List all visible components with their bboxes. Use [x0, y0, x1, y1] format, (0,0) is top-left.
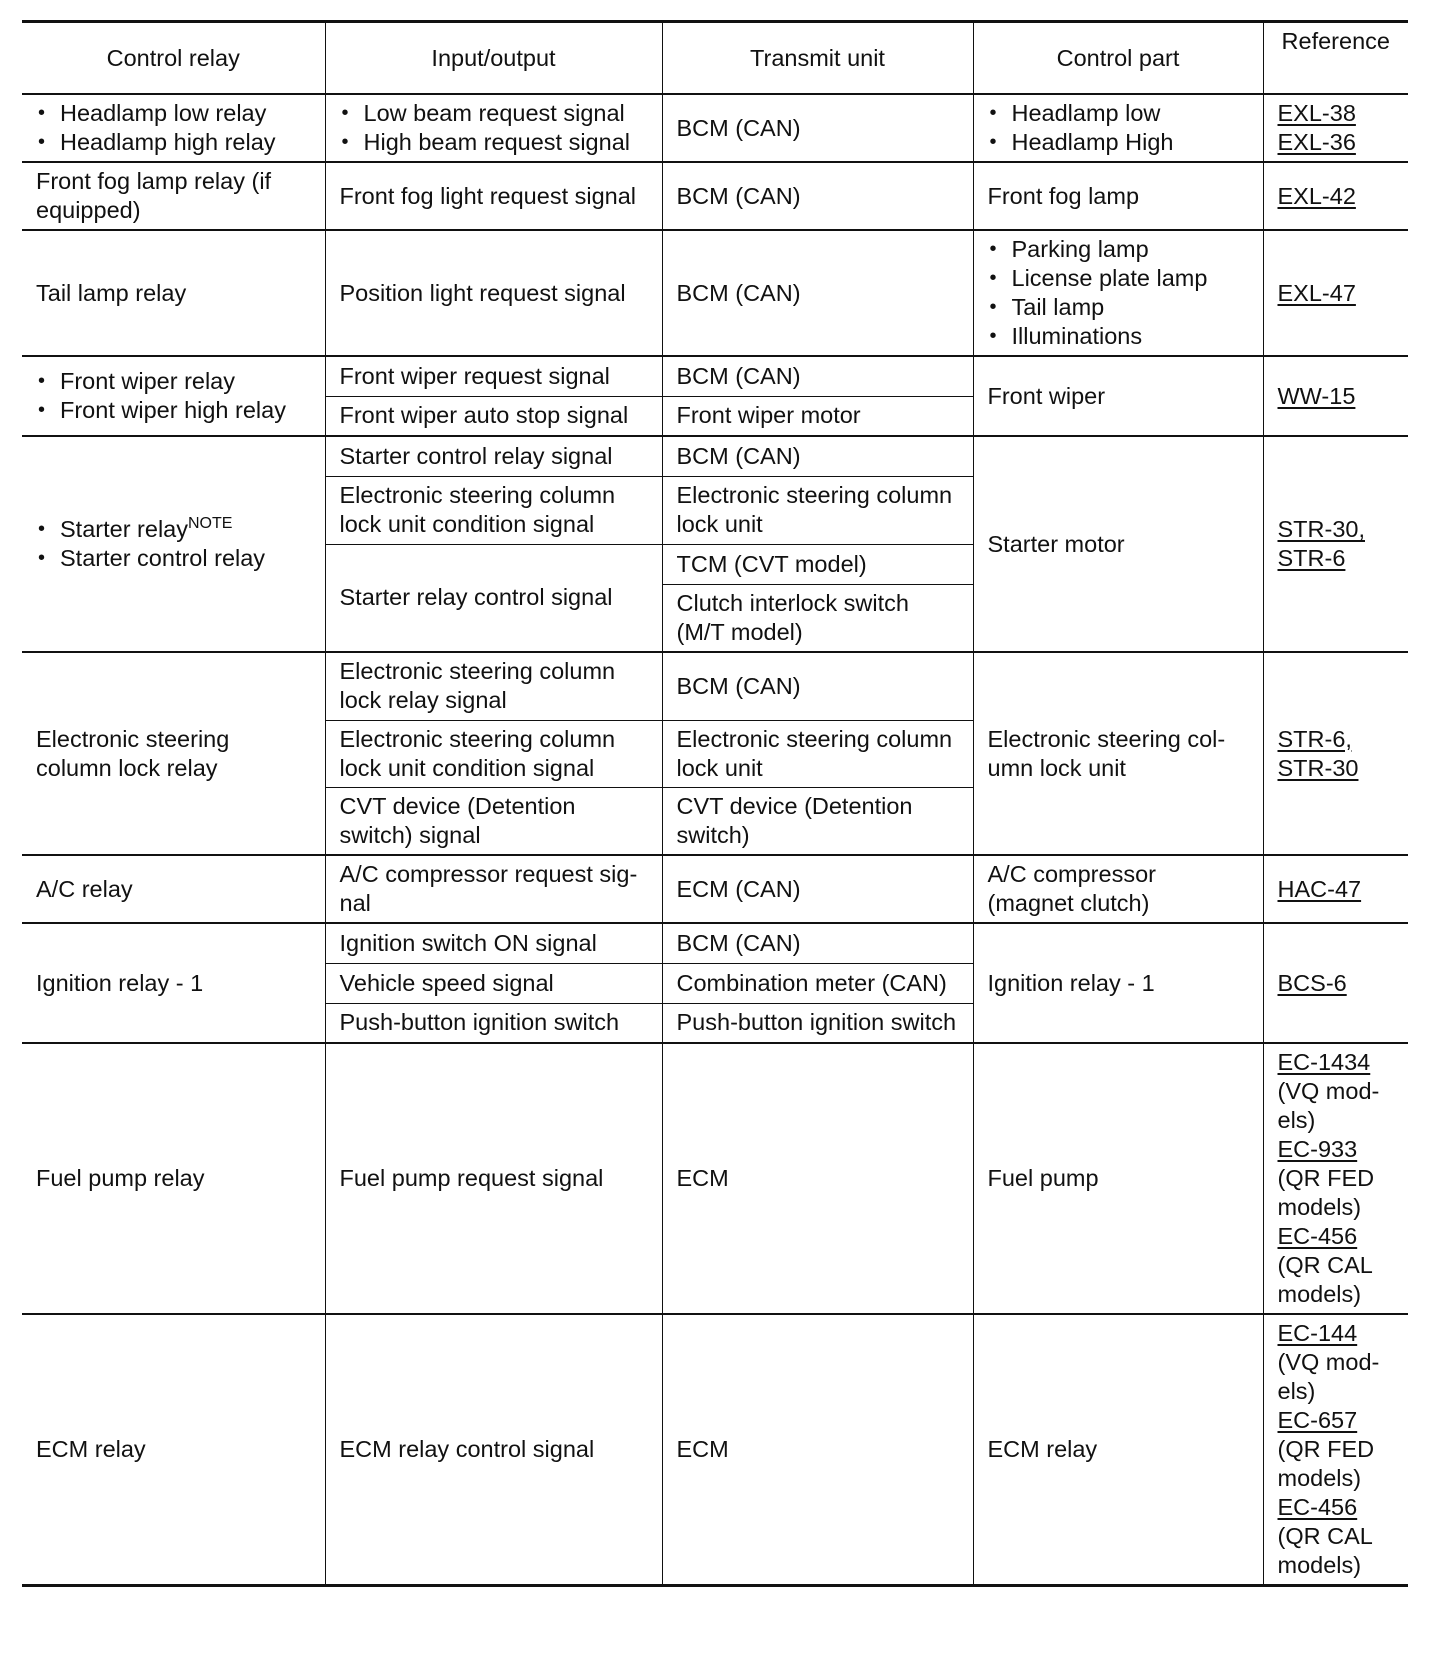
- cell-reference: [1263, 923, 1408, 1043]
- cell-control-part: Fuel pump: [973, 1043, 1263, 1314]
- list-item: • Front wiper high relay: [36, 396, 311, 425]
- list-item: • Front wiper relay: [36, 367, 311, 396]
- header-transmit-unit: Transmit unit: [662, 22, 973, 95]
- cell-control-relay: Front fog lamp relay (if equipped): [22, 162, 325, 230]
- cell-transmit-unit: ECM: [662, 1314, 973, 1586]
- cell-reference: [1263, 436, 1408, 652]
- reference-link[interactable]: EXL-38: [1277, 100, 1356, 126]
- list-item: • Headlamp low: [988, 99, 1249, 128]
- cell-control-relay: Electronic steering column lock relay: [22, 652, 325, 855]
- cell-transmit-unit: ECM: [662, 1043, 973, 1314]
- cell-input-output: Ignition switch ON signal: [325, 923, 662, 963]
- reference-note: (QR FED models): [1277, 1436, 1375, 1491]
- cell-reference: [1263, 855, 1408, 923]
- table-row-front-fog: [22, 162, 1408, 230]
- cell-transmit-unit: ECM (CAN): [662, 855, 973, 923]
- reference-link[interactable]: EC-1434: [1277, 1049, 1371, 1075]
- cell-input-output: Starter relay control signal: [325, 544, 662, 652]
- cell-transmit-unit: Combination meter (CAN): [662, 963, 973, 1003]
- reference-link[interactable]: EXL-47: [1277, 279, 1356, 306]
- cell-reference: [1263, 652, 1408, 855]
- table-row-fuel-pump: [22, 1043, 1408, 1314]
- list-item: • Low beam request signal: [340, 99, 648, 128]
- cell-control-relay: [22, 94, 325, 162]
- cell-control-relay: A/C relay: [22, 855, 325, 923]
- cell-control-part: Starter motor: [973, 436, 1263, 652]
- cell-control-part: Electronic steering col-umn lock unit: [973, 652, 1263, 855]
- reference-link[interactable]: STR-6,: [1277, 725, 1352, 752]
- cell-transmit-unit: CVT device (Detention switch): [662, 787, 973, 855]
- reference-link[interactable]: BCS-6: [1277, 969, 1347, 996]
- list-item: • Illuminations: [988, 322, 1249, 351]
- list-item: • Parking lamp: [988, 235, 1249, 264]
- table-row-steering-lock: [22, 652, 1408, 720]
- cell-input-output: Front wiper auto stop signal: [325, 396, 662, 436]
- cell-transmit-unit: BCM (CAN): [662, 436, 973, 476]
- cell-control-relay: [22, 436, 325, 652]
- cell-reference: [1263, 230, 1408, 356]
- table-row-ignition-relay: [22, 923, 1408, 963]
- cell-transmit-unit: Clutch interlock switch (M/T model): [662, 584, 973, 652]
- header-control-relay: Control relay: [22, 22, 325, 95]
- reference-note: (QR FED models): [1277, 1165, 1375, 1220]
- cell-input-output: CVT device (Detention switch) signal: [325, 787, 662, 855]
- table-header-row: [22, 22, 1408, 95]
- reference-note: (VQ mod-els): [1277, 1349, 1380, 1404]
- cell-control-relay: Ignition relay - 1: [22, 923, 325, 1043]
- list-item: • License plate lamp: [988, 264, 1249, 293]
- reference-link[interactable]: EC-144: [1277, 1320, 1358, 1346]
- reference-note: (VQ mod-els): [1277, 1078, 1380, 1133]
- cell-control-part: ECM relay: [973, 1314, 1263, 1586]
- table-row-ecm-relay: [22, 1314, 1408, 1586]
- reference-link[interactable]: STR-30: [1277, 754, 1359, 781]
- table-row-headlamp: [22, 94, 1408, 162]
- note-superscript: NOTE: [188, 515, 233, 532]
- list-item: • High beam request signal: [340, 128, 648, 157]
- cell-input-output: Electronic steering column lock unit condition signal: [325, 720, 662, 787]
- cell-transmit-unit: Push-button ignition switch: [662, 1003, 973, 1043]
- table-row-tail-lamp: [22, 230, 1408, 356]
- cell-input-output: Vehicle speed signal: [325, 963, 662, 1003]
- cell-input-output: Push-button ignition switch: [325, 1003, 662, 1043]
- cell-control-relay: ECM relay: [22, 1314, 325, 1586]
- cell-input-output: Fuel pump request signal: [325, 1043, 662, 1314]
- cell-input-output: Front wiper request signal: [325, 356, 662, 396]
- cell-transmit-unit: Front wiper motor: [662, 396, 973, 436]
- cell-input-output: ECM relay control signal: [325, 1314, 662, 1586]
- control-relay-table-wrapper: [22, 20, 1408, 1587]
- starter-relay-label: Starter relay: [60, 516, 188, 542]
- cell-transmit-unit: TCM (CVT model): [662, 544, 973, 584]
- list-item: • Headlamp high relay: [36, 128, 311, 157]
- cell-input-output: Front fog light request signal: [325, 162, 662, 230]
- list-item: • Tail lamp: [988, 293, 1249, 322]
- table-row-front-wiper: [22, 356, 1408, 396]
- table-row-starter: [22, 436, 1408, 476]
- cell-transmit-unit: BCM (CAN): [662, 356, 973, 396]
- cell-input-output: Electronic steering column lock unit condition signal: [325, 476, 662, 544]
- reference-link[interactable]: EC-456: [1277, 1494, 1358, 1520]
- cell-transmit-unit: Electronic steering column lock unit: [662, 476, 973, 544]
- header-control-part: Control part: [973, 22, 1263, 95]
- cell-reference: [1263, 356, 1408, 436]
- cell-input-output: Electronic steering column lock relay signal: [325, 652, 662, 720]
- reference-link[interactable]: HAC-47: [1277, 875, 1362, 902]
- list-item: • Headlamp High: [988, 128, 1249, 157]
- cell-reference: [1263, 1043, 1408, 1314]
- cell-input-output: [325, 94, 662, 162]
- reference-link[interactable]: EXL-42: [1277, 182, 1356, 209]
- cell-control-relay: Tail lamp relay: [22, 230, 325, 356]
- cell-reference: [1263, 1314, 1408, 1586]
- cell-transmit-unit: BCM (CAN): [662, 652, 973, 720]
- cell-input-output: Starter control relay signal: [325, 436, 662, 476]
- reference-note: (QR CAL models): [1277, 1523, 1372, 1578]
- reference-link[interactable]: STR-30,: [1277, 516, 1365, 542]
- cell-control-part: [973, 94, 1263, 162]
- reference-link[interactable]: EXL-36: [1277, 129, 1356, 155]
- cell-control-part: Ignition relay - 1: [973, 923, 1263, 1043]
- cell-control-part: [973, 230, 1263, 356]
- header-reference: Reference: [1263, 22, 1408, 95]
- cell-transmit-unit: Electronic steering column lock unit: [662, 720, 973, 787]
- cell-control-part: Front wiper: [973, 356, 1263, 436]
- reference-link[interactable]: EC-933: [1277, 1136, 1358, 1162]
- cell-transmit-unit: BCM (CAN): [662, 230, 973, 356]
- cell-input-output: A/C compressor request sig-nal: [325, 855, 662, 923]
- list-item: [36, 515, 311, 544]
- list-item: • Headlamp low relay: [36, 99, 311, 128]
- cell-input-output: Position light request signal: [325, 230, 662, 356]
- reference-link[interactable]: EC-456: [1277, 1223, 1358, 1249]
- table-row-ac-relay: [22, 855, 1408, 923]
- reference-note: (QR CAL models): [1277, 1252, 1372, 1307]
- list-item: • Starter control relay: [36, 544, 311, 573]
- cell-transmit-unit: BCM (CAN): [662, 923, 973, 963]
- cell-control-relay: Fuel pump relay: [22, 1043, 325, 1314]
- cell-reference: [1263, 94, 1408, 162]
- reference-link[interactable]: STR-6: [1277, 545, 1346, 571]
- reference-link[interactable]: EC-657: [1277, 1407, 1358, 1433]
- cell-control-relay: [22, 356, 325, 436]
- cell-transmit-unit: BCM (CAN): [662, 94, 973, 162]
- cell-transmit-unit: BCM (CAN): [662, 162, 973, 230]
- cell-reference: [1263, 162, 1408, 230]
- header-input-output: Input/output: [325, 22, 662, 95]
- control-relay-table: [22, 20, 1408, 1587]
- cell-control-part: Front fog lamp: [973, 162, 1263, 230]
- reference-link[interactable]: WW-15: [1277, 382, 1356, 409]
- cell-control-part: A/C compressor (magnet clutch): [973, 855, 1263, 923]
